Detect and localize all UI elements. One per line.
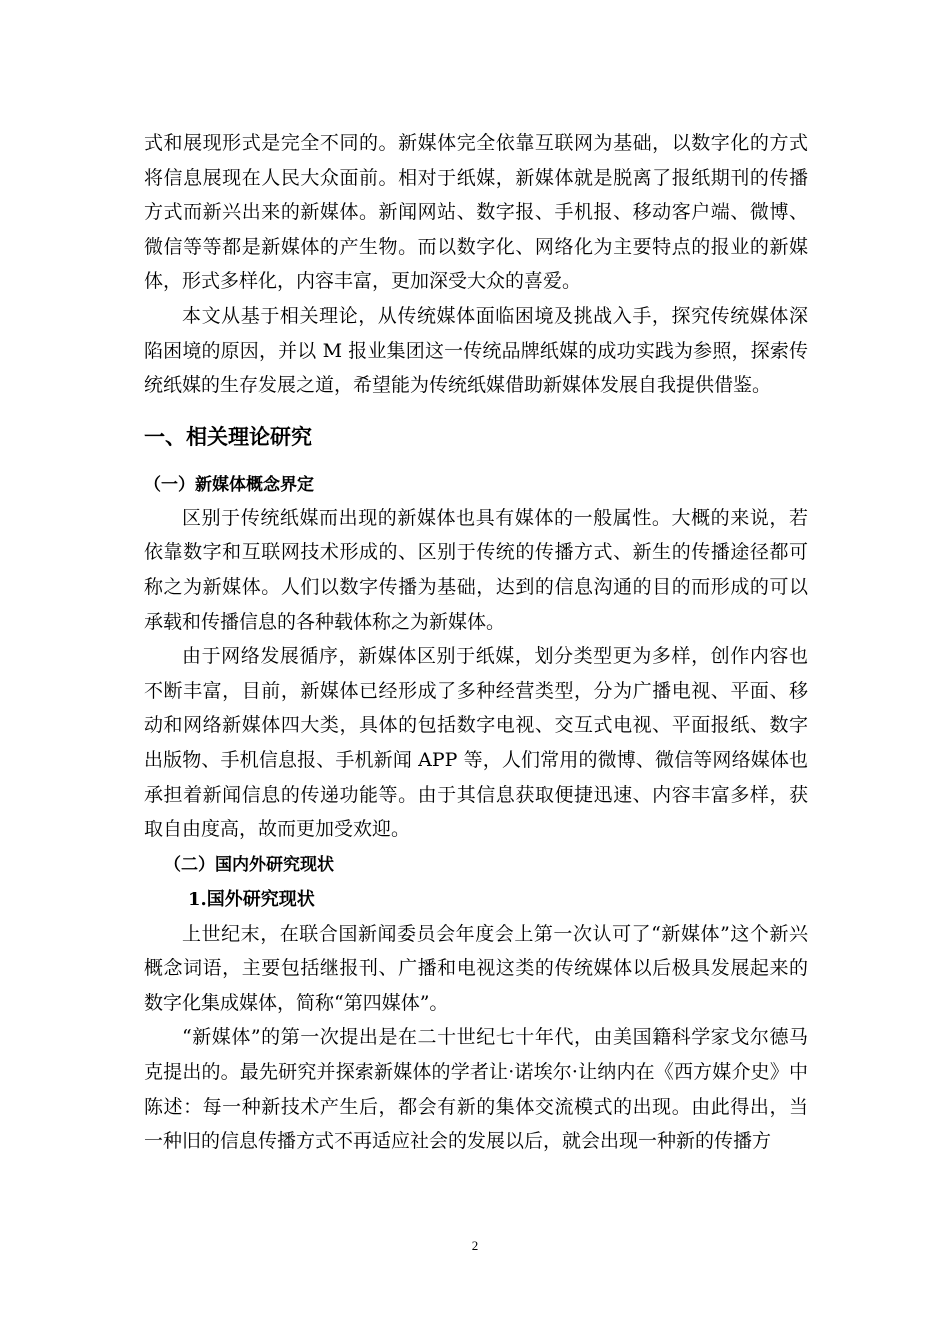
page-body (144, 126, 808, 1159)
subsection-heading-new-media-definition: （一）新媒体概念界定 (144, 474, 314, 495)
subsection-heading-research-status: （二）国内外研究现状 (164, 854, 334, 875)
research-paragraph-2: “新媒体”的第一次提出是在二十世纪七十年代，由美国籍科学家戈尔德马克提出的。最先研究并探索新媒体的学者让·诺埃尔·让纳内在《西方媒介史》中陈述：每一种新技术产生后，都会有新的集体交流模式的出现。由此得出，当一种旧的信息传播方式不再适应社会的发展以后，就会出现一种新的传播方 (144, 1026, 808, 1153)
sub-subsection-heading-foreign-research: 1.国外研究现状 (188, 888, 315, 910)
definition-paragraph-1: 区别于传统纸媒而出现的新媒体也具有媒体的一般属性。大概的来说，若依靠数字和互联网技术形成的、区别于传统的传播方式、新生的传播途径都可称之为新媒体。人们以数字传播为基础，达到的信息沟通的目的而形成的可以承载和传播信息的各种载体称之为新媒体。 (144, 506, 808, 633)
page-number: 2 (471, 1238, 479, 1253)
research-paragraph-1: 上世纪末，在联合国新闻委员会年度会上第一次认可了“新媒体”这个新兴概念词语，主要包括继报刊、广播和电视这类的传统媒体以后极具发展起来的数字化集成媒体，简称“第四媒体”。 (144, 922, 808, 1014)
intro-paragraph-purpose: 本文从基于相关理论，从传统媒体面临困境及挑战入手，探究传统媒体深陷困境的原因，并以 M 报业集团这一传统品牌纸媒的成功实践为参照，探索传统纸媒的生存发展之道，希望能为传统纸媒借助新媒体发展自我提供借鉴。 (144, 304, 808, 397)
section-heading-related-theory: 一、相关理论研究 (144, 424, 312, 449)
spacer (144, 403, 808, 411)
intro-paragraph-continued: 式和展现形式是完全不同的。新媒体完全依靠互联网为基础，以数字化的方式将信息展现在人民大众面前。相对于纸媒，新媒体就是脱离了报纸期刊的传播方式而新兴出来的新媒体。新闻网站、数字报、手机报、移动客户端、微博、微信等等都是新媒体的产生物。而以数字化、网络化为主要特点的报业的新媒体，形式多样化，内容丰富，更加深受大众的喜爱。 (144, 132, 808, 293)
definition-paragraph-2: 由于网络发展循序，新媒体区别于纸媒，划分类型更为多样，创作内容也不断丰富，目前，新媒体已经形成了多种经营类型，分为广播电视、平面、移动和网络新媒体四大类，具体的包括数字电视、交互式电视、平面报纸、数字出版物、手机信息报、手机新闻 APP 等，人们常用的微博、微信等网络媒体也承担着新闻信息的传递功能等。由于其信息获取便捷迅速、内容丰富多样，获取自由度高，故而更加受欢迎。 (144, 645, 808, 841)
